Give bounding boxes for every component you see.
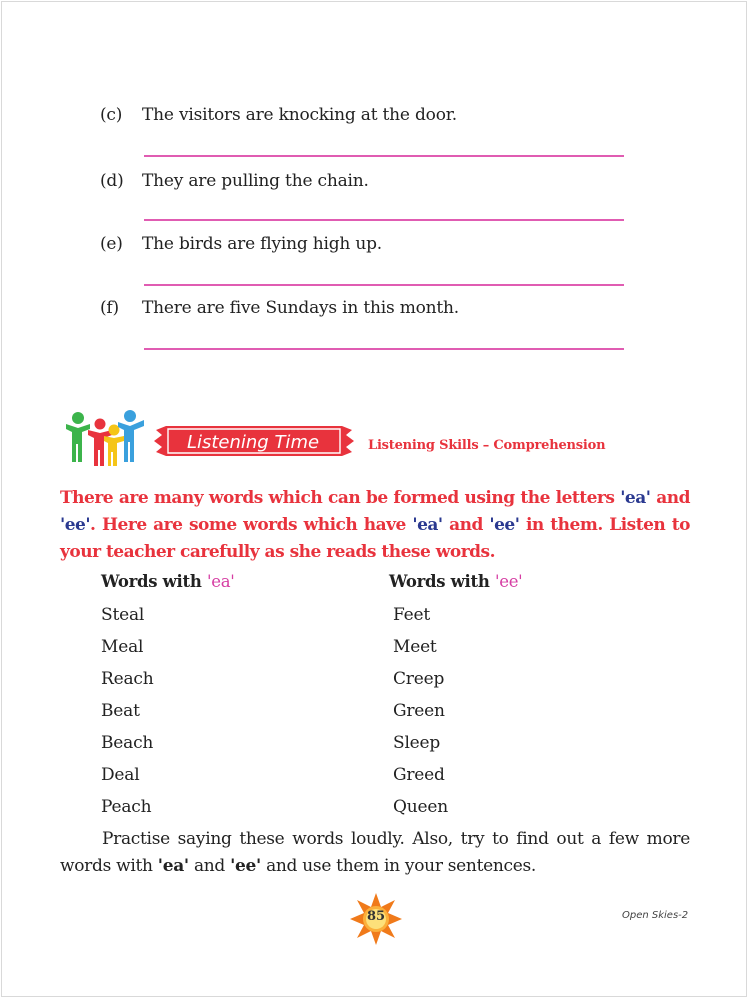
ee-word: Creep <box>393 669 445 689</box>
exercise-sentence: The visitors are knocking at the door. <box>142 105 458 125</box>
practice-paragraph <box>60 826 690 880</box>
exercise-f <box>100 298 660 318</box>
practice-quote-ea: 'ea' <box>157 856 189 876</box>
intro-text: and <box>650 488 690 508</box>
page-number: 85 <box>366 909 386 924</box>
book-title: Open Skies-2 <box>622 910 689 921</box>
section-header <box>58 410 658 470</box>
exercise-letter: (f) <box>100 298 119 318</box>
ee-word: Green <box>393 701 445 721</box>
exercise-sentence: There are five Sundays in this month. <box>142 298 459 318</box>
exercise-sentence: The birds are flying high up. <box>142 234 382 254</box>
exercise-sentence: They are pulling the chain. <box>142 171 369 191</box>
intro-quote-ea: 'ea' <box>412 515 443 535</box>
exercise-d <box>100 171 660 191</box>
banner-label: Listening Time <box>186 432 320 453</box>
intro-paragraph <box>60 485 690 566</box>
ea-word: Peach <box>101 797 152 817</box>
exercise-letter: (d) <box>100 171 124 191</box>
ee-column-heading <box>389 572 522 591</box>
heading-text: Words with <box>101 572 207 591</box>
answer-line-f[interactable] <box>144 348 624 350</box>
ee-word: Queen <box>393 797 448 817</box>
practice-text: and <box>188 856 231 876</box>
intro-quote-ea: 'ea' <box>620 488 651 508</box>
intro-text: There are many words which can be formed using the letters <box>60 488 621 508</box>
practice-text: and use them in your sentences. <box>260 856 537 876</box>
ea-word: Steal <box>101 605 145 625</box>
intro-text: . Here are some words which have <box>90 515 413 535</box>
heading-quote: 'ea' <box>207 572 235 591</box>
ee-word: Feet <box>393 605 431 625</box>
ea-word: Beach <box>101 733 154 753</box>
exercise-e <box>100 234 660 254</box>
children-group-icon <box>58 410 150 468</box>
practice-text: Practise saying these words loudly. Also, try to find out a few more words with <box>60 829 690 876</box>
intro-text: and <box>442 515 490 535</box>
answer-line-e[interactable] <box>144 284 624 286</box>
exercise-letter: (c) <box>100 105 123 125</box>
ea-word: Beat <box>101 701 140 721</box>
ea-column-heading <box>101 572 234 591</box>
ee-word: Sleep <box>393 733 441 753</box>
ea-word: Reach <box>101 669 154 689</box>
intro-text: in them. Listen to your teacher carefully as she reads these words. <box>60 515 690 562</box>
heading-text: Words with <box>389 572 495 591</box>
ea-word: Meal <box>101 637 144 657</box>
intro-quote-ee: 'ee' <box>489 515 520 535</box>
ea-word: Deal <box>101 765 140 785</box>
ee-word: Greed <box>393 765 445 785</box>
exercise-letter: (e) <box>100 234 123 254</box>
exercise-c <box>100 105 660 125</box>
answer-line-c[interactable] <box>144 155 624 157</box>
ee-word: Meet <box>393 637 437 657</box>
practice-quote-ee: 'ee' <box>230 856 261 876</box>
answer-line-d[interactable] <box>144 219 624 221</box>
heading-quote: 'ee' <box>495 572 523 591</box>
intro-quote-ee: 'ee' <box>60 515 91 535</box>
skills-label: Listening Skills – Comprehension <box>368 438 606 453</box>
